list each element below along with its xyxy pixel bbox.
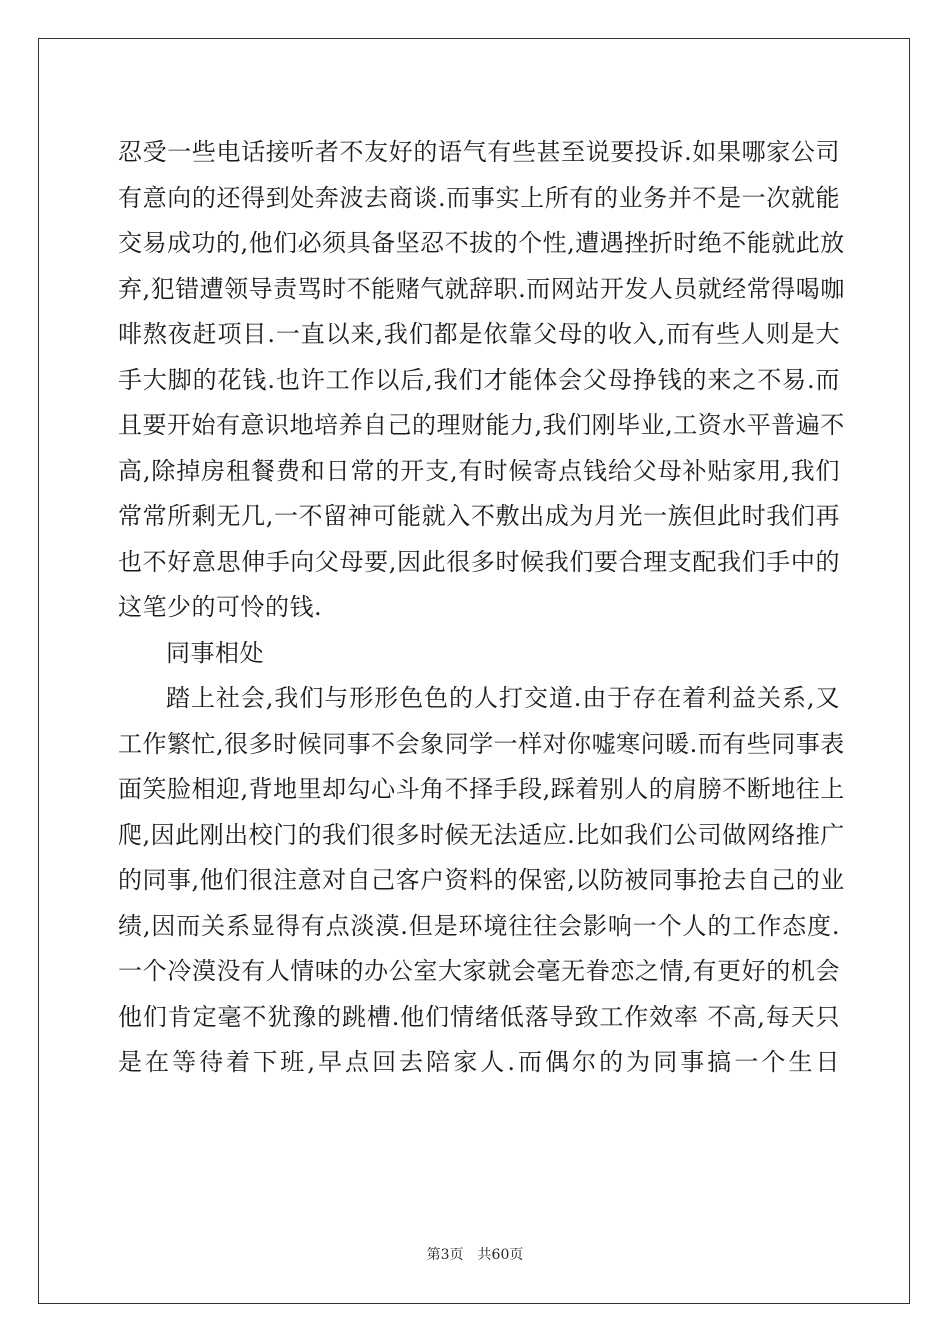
text-line: 踏上社会,我们与形形色色的人打交道.由于存在着利益关系,又 [166, 684, 840, 712]
text-line: 这笔少的可怜的钱. [118, 593, 323, 621]
page-footer [0, 1244, 950, 1264]
text-line: 绩,因而关系显得有点淡漠.但是环境往往会影响一个人的工作态度. [118, 911, 840, 940]
text-line: 啡熬夜赶项目.一直以来,我们都是依靠父母的收入,而有些人则是大 [118, 320, 840, 348]
text-line: 面笑脸相迎,背地里却勾心斗角不择手段,踩着别人的肩膀不断地往上 [118, 775, 845, 803]
page-number: 第3页 [426, 1247, 464, 1263]
text-line: 的同事,他们很注意对自己客户资料的保密,以防被同事抢去自己的业 [118, 866, 845, 894]
text-line: 也不好意思伸手向父母要,因此很多时候我们要合理支配我们手中的 [118, 547, 840, 576]
text-line: 爬,因此刚出校门的我们很多时候无法适应.比如我们公司做网络推广 [118, 820, 845, 849]
text-line: 且要开始有意识地培养自己的理财能力,我们刚毕业,工资水平普遍不 [118, 411, 845, 439]
text-line: 工作繁忙,很多时候同事不会象同学一样对你嘘寒问暖.而有些同事表 [118, 729, 845, 758]
text-line: 弃,犯错遭领导责骂时不能赌气就辞职.而网站开发人员就经常得喝咖 [118, 274, 845, 303]
text-line: 他们肯定毫不犹豫的跳槽.他们情绪低落导致工作效率 不高,每天只 [118, 1002, 840, 1031]
text-line: 忍受一些电话接听者不友好的语气有些甚至说要投诉.如果哪家公司 [118, 138, 840, 166]
text-line: 交易成功的,他们必须具备坚忍不拔的个性,遭遇挫折时绝不能就此放 [118, 229, 845, 257]
text-line: 有意向的还得到处奔波去商谈.而事实上所有的业务并不是一次就能 [118, 183, 840, 212]
section-heading: 同事相处 [166, 638, 264, 667]
document-body [118, 130, 845, 1086]
text-line: 高,除掉房租餐费和日常的开支,有时候寄点钱给父母补贴家用,我们 [118, 456, 840, 485]
text-line: 一个冷漠没有人情味的办公室大家就会毫无眷恋之情,有更好的机会 [118, 957, 840, 985]
text-line: 常常所剩无几,一不留神可能就入不敷出成为月光一族但此时我们再 [118, 502, 840, 530]
text-line: 是在等待着下班,早点回去陪家人.而偶尔的为同事搞一个生日 [118, 1048, 840, 1076]
page-total: 共60页 [477, 1247, 524, 1263]
text-line: 手大脚的花钱.也许工作以后,我们才能体会父母挣钱的来之不易.而 [118, 365, 840, 394]
